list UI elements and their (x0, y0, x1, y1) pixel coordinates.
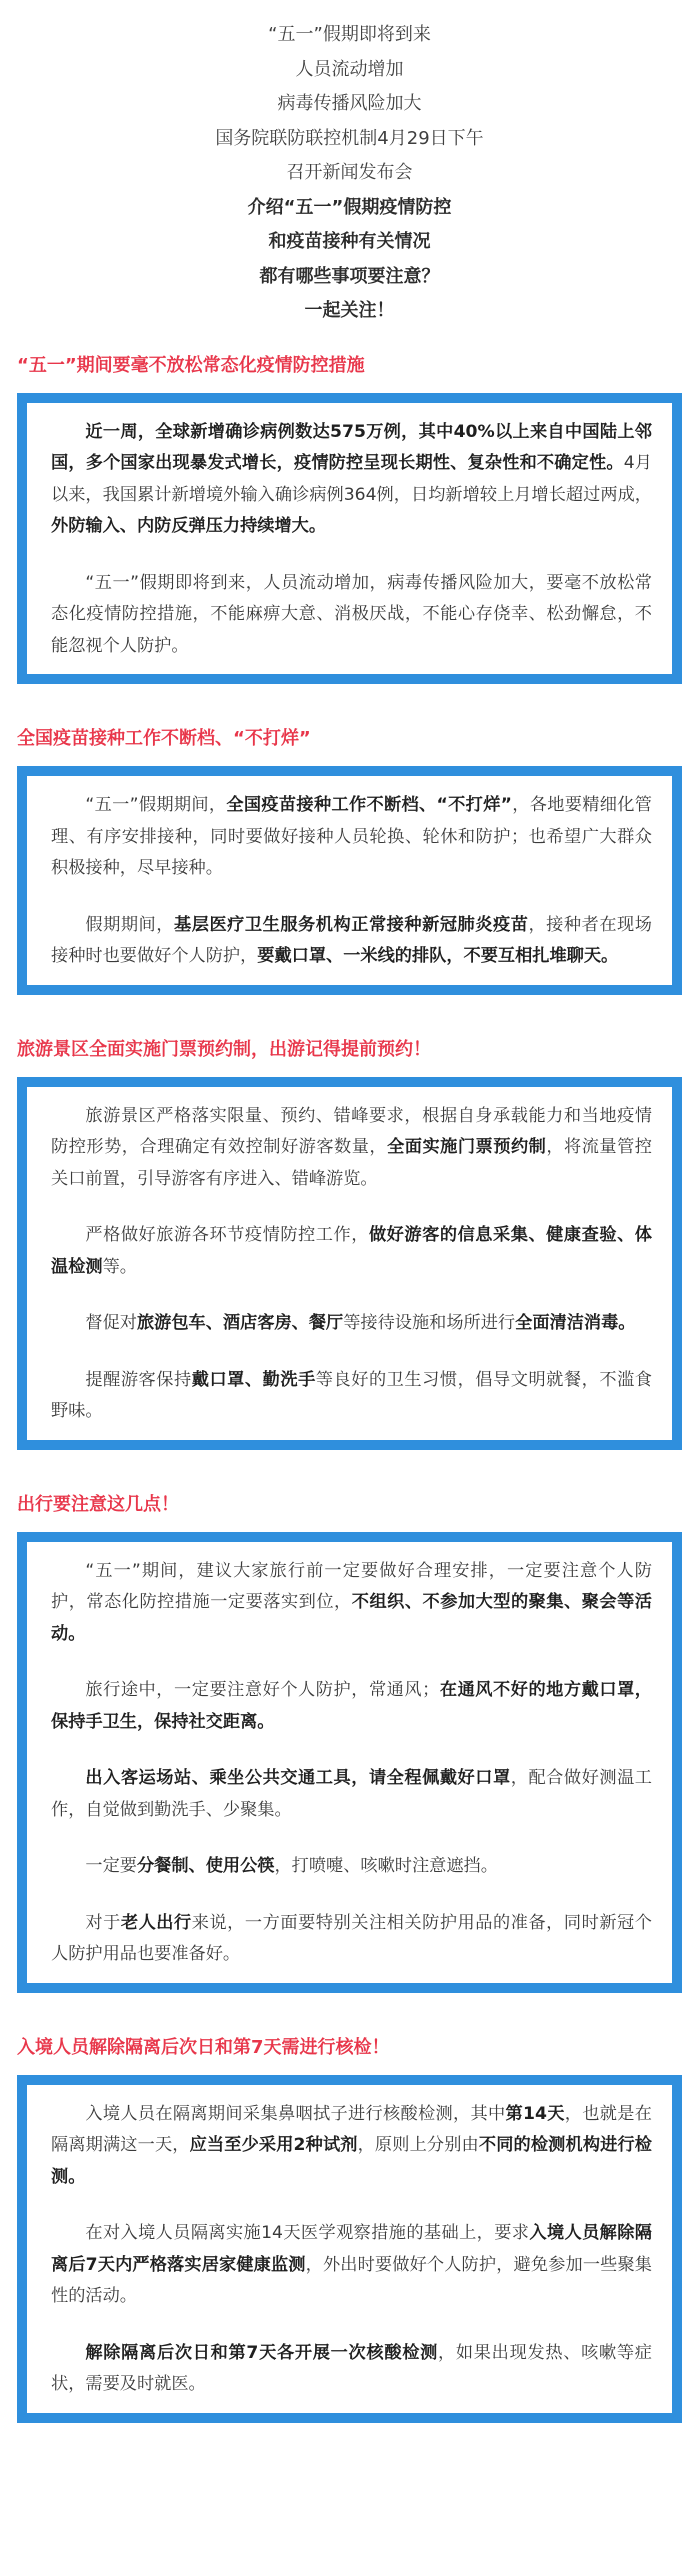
intro-block (0, 0, 699, 329)
paragraph (51, 1908, 652, 1971)
body-text: ，原则上分别由 (357, 2135, 479, 2155)
body-text: ，将流量管控关口前置，引导游客有序进入、错峰游览。 (51, 1137, 652, 1189)
bold-text: 做好游客的信息采集、健康查验、体温检测 (51, 1225, 652, 1277)
intro-line: “五一”假期即将到来 (268, 24, 431, 45)
bold-text: 外防输入、内防反弹压力持续增大。 (51, 516, 327, 536)
body-text: 对于 (85, 1912, 121, 1933)
paragraph (51, 2099, 652, 2194)
body-text: 来说，一方面要特别关注相关防护用品的准备，同时新冠个人防护用品也要准备好。 (51, 1912, 652, 1964)
section-content (27, 776, 672, 985)
bold-text: 戴口罩、勤洗手 (191, 1369, 316, 1390)
bold-text: 应当至少采用2种试剂 (189, 2135, 358, 2155)
paragraph (51, 1308, 652, 1340)
section-title: 入境人员解除隔离后次日和第7天需进行核检！ (17, 2036, 390, 2058)
paragraph (51, 2218, 652, 2313)
paragraph (51, 910, 652, 973)
bold-text: 全面清洁消毒。 (515, 1313, 636, 1333)
body-text: ，也就是在隔离期满这一天， (51, 2103, 652, 2155)
body-text: ，各地要精细化管理、有序安排接种，同时要做好接种人员轮换、轮休和防护；也希望广大群众积极接种，尽早接种。 (51, 795, 652, 878)
section-vaccination (0, 726, 699, 995)
body-text: ，外出时要做好个人防护，避免参加一些聚集性的活动。 (51, 2254, 652, 2306)
paragraph (51, 1220, 652, 1283)
body-text: ，配合做好测温工作，自觉做到勤洗手、少聚集。 (51, 1768, 652, 1820)
section-travel-tips (0, 1492, 699, 1993)
intro-bold-line: 都有哪些事项要注意？ (259, 265, 440, 287)
body-text: 4月以来，我国累计新增境外输入确诊病例364例，日均新增较上月增长超过两成， (51, 453, 652, 505)
bold-text: 解除隔离后次日和第7天各开展一次核酸检测 (85, 2342, 438, 2363)
intro-line: 病毒传播风险加大 (277, 93, 422, 114)
body-text: 旅行途中，一定要注意好个人防护，常通风； (85, 1680, 440, 1700)
paragraph (51, 2338, 652, 2401)
section-content (27, 1087, 672, 1440)
body-text: 入境人员在隔离期间采集鼻咽拭子进行核酸检测，其中 (85, 2103, 506, 2124)
intro-line: 国务院联防联控机制4月29日下午 (215, 127, 484, 149)
body-text: 旅游景区严格落实限量、预约、错峰要求，根据自身承载能力和当地疫情防控形势，合理确定有效控制好游客数量， (51, 1105, 652, 1157)
body-text: ，接种者在现场接种时也要做好个人防护， (51, 914, 652, 966)
body-text: 等。 (102, 1256, 137, 1277)
bold-text: 全国疫苗接种工作不断档、“不打烊” (226, 795, 512, 815)
section-scenic-reservation (0, 1037, 699, 1450)
bold-text: 老人出行 (120, 1912, 192, 1933)
intro-line: 人员流动增加 (295, 58, 404, 80)
intro-line: 召开新闻发布会 (286, 162, 413, 183)
paragraph (51, 1675, 652, 1738)
bold-text: 不同的检测机构进行检测。 (51, 2135, 652, 2187)
intro-bold-line: 介绍“五一”假期疫情防控 (247, 196, 452, 218)
section-content (27, 1542, 672, 1983)
body-text: 提醒游客保持 (85, 1369, 192, 1390)
intro-bold-line: 一起关注！ (304, 300, 395, 321)
body-text: “五一”期间，建议大家旅行前一定要做好合理安排，一定要注意个人防护，常态化防控措施一定要落实到位， (51, 1560, 652, 1612)
section-content (27, 2085, 672, 2413)
body-text: ，打喷嚏、咳嗽时注意遮挡。 (274, 1856, 498, 1876)
section-box (17, 766, 682, 995)
section-box (17, 393, 682, 685)
section-box (17, 1077, 682, 1450)
intro-bold-line: 和疫苗接种有关情况 (268, 231, 431, 252)
bold-text: 全面实施门票预约制 (387, 1137, 547, 1157)
bold-text: 不组织、不参加大型的聚集、聚会等活动。 (51, 1592, 652, 1644)
paragraph (51, 1101, 652, 1196)
paragraph (51, 417, 652, 543)
bold-text: 近一周，全球新增确诊病例数达575万例，其中40%以上来自中国陆上邻国，多个国家出现暴发式增长，疫情防控呈现长期性、复杂性和不确定性。 (51, 421, 652, 473)
section-box (17, 1532, 682, 1993)
bold-text: 要戴口罩、一米线的排队，不要互相扎堆聊天。 (257, 946, 619, 966)
section-title: 全国疫苗接种工作不断档、“不打烊” (17, 728, 311, 749)
body-text: 等接待设施和场所进行 (343, 1313, 516, 1333)
section-content (27, 403, 672, 675)
section-inbound-testing (0, 2035, 699, 2423)
body-text: 等良好的卫生习惯，倡导文明就餐，不滥食野味。 (51, 1369, 652, 1421)
body-text: 一定要 (85, 1856, 137, 1876)
body-text: “五一”假期即将到来，人员流动增加，病毒传播风险加大，要毫不放松常态化疫情防控措施，不能麻痹大意、消极厌战，不能心存侥幸、松劲懈怠，不能忽视个人防护。 (51, 572, 652, 656)
body-text: ，如果出现发热、咳嗽等症状，需要及时就医。 (51, 2342, 652, 2394)
section-box (17, 2075, 682, 2423)
body-text: “五一”假期期间， (85, 795, 227, 815)
section-title: “五一”期间要毫不放松常态化疫情防控措施 (17, 354, 365, 376)
paragraph (51, 1365, 652, 1428)
paragraph (51, 1851, 652, 1883)
body-text: 在对入境人员隔离实施14天医学观察措施的基础上，要求 (85, 2223, 530, 2243)
paragraph (51, 790, 652, 885)
section-epidemic-control (0, 353, 699, 685)
bold-text: 出入客运场站、乘坐公共交通工具，请全程佩戴好口罩 (85, 1768, 511, 1788)
bold-text: 基层医疗卫生服务机构正常接种新冠肺炎疫苗 (174, 914, 529, 935)
bold-text: 在通风不好的地方戴口罩，保持手卫生，保持社交距离。 (51, 1680, 652, 1732)
section-title: 出行要注意这几点！ (17, 1493, 179, 1515)
section-title: 旅游景区全面实施门票预约制，出游记得提前预约！ (17, 1038, 431, 1060)
bold-text: 入境人员解除隔离后7天内严格落实居家健康监测 (51, 2223, 652, 2275)
bold-text: 旅游包车、酒店客房、餐厅 (136, 1313, 344, 1333)
body-text: 假期期间， (85, 914, 174, 935)
bold-text: 第14天 (505, 2103, 565, 2124)
paragraph (51, 1556, 652, 1651)
body-text: 严格做好旅游各环节疫情防控工作， (85, 1225, 369, 1245)
body-text: 督促对 (85, 1313, 137, 1333)
paragraph (51, 1763, 652, 1826)
bold-text: 分餐制、使用公筷 (136, 1856, 275, 1876)
paragraph (51, 568, 652, 663)
